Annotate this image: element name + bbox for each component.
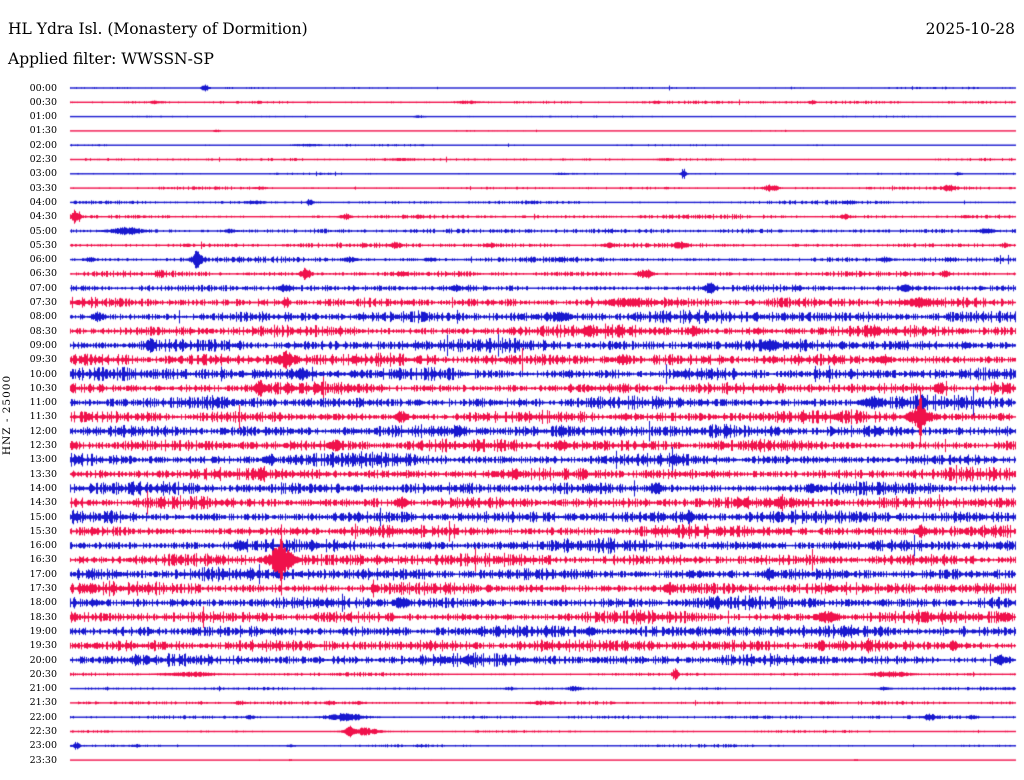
time-label: 04:00 (29, 196, 57, 208)
time-label: 09:30 (29, 354, 57, 366)
time-label: 18:00 (29, 597, 57, 609)
date-label: 2025-10-28 (925, 20, 1015, 38)
time-label: 19:30 (29, 640, 57, 652)
time-label: 08:00 (29, 311, 57, 323)
time-label: 14:00 (29, 482, 57, 494)
time-label: 16:30 (29, 554, 57, 566)
time-label: 20:00 (29, 654, 57, 666)
time-label: 05:00 (29, 225, 57, 237)
time-label: 08:30 (29, 325, 57, 337)
time-label: 02:00 (29, 139, 57, 151)
time-label: 13:30 (29, 468, 57, 480)
station-title: HL Ydra Isl. (Monastery of Dormition) (8, 20, 308, 38)
time-label: 12:00 (29, 425, 57, 437)
time-label: 10:30 (29, 382, 57, 394)
time-label: 23:30 (29, 754, 57, 766)
time-label: 13:00 (29, 454, 57, 466)
time-label: 20:30 (29, 668, 57, 680)
time-label: 22:30 (29, 726, 57, 737)
time-label: 07:00 (29, 282, 57, 294)
time-label: 22:00 (29, 711, 57, 723)
filter-label: Applied filter: WWSSN-SP (8, 50, 214, 68)
time-label: 01:30 (29, 125, 57, 137)
time-label: 10:00 (29, 368, 57, 380)
time-label: 03:00 (29, 168, 57, 180)
time-label: 01:00 (29, 111, 57, 123)
time-label: 12:30 (29, 440, 57, 451)
time-label: 07:30 (29, 297, 57, 308)
time-label: 17:00 (29, 568, 57, 580)
time-label: 00:00 (29, 82, 57, 94)
time-label: 15:00 (29, 511, 57, 523)
time-label: 02:30 (29, 154, 57, 165)
time-label: 11:30 (29, 411, 57, 423)
time-label: 14:30 (29, 497, 57, 509)
y-axis-label: HNZ - 25000 (1, 374, 13, 456)
time-label: 23:00 (29, 740, 57, 752)
time-label: 19:00 (29, 625, 57, 637)
header (8, 20, 1015, 38)
time-label: 17:30 (29, 583, 57, 594)
time-label: 04:30 (29, 211, 57, 223)
time-label: 06:00 (29, 254, 57, 266)
time-label: 18:30 (29, 611, 57, 623)
time-label: 00:30 (29, 96, 57, 108)
time-label: 06:30 (29, 268, 57, 280)
time-label: 11:00 (29, 397, 57, 409)
time-label: 15:30 (29, 525, 57, 537)
time-label: 03:30 (29, 182, 57, 194)
time-label: 21:00 (29, 683, 57, 695)
time-label: 21:30 (29, 697, 57, 709)
time-label: 05:30 (29, 239, 57, 251)
time-label: 16:00 (29, 540, 57, 552)
time-label: 09:00 (29, 339, 57, 351)
